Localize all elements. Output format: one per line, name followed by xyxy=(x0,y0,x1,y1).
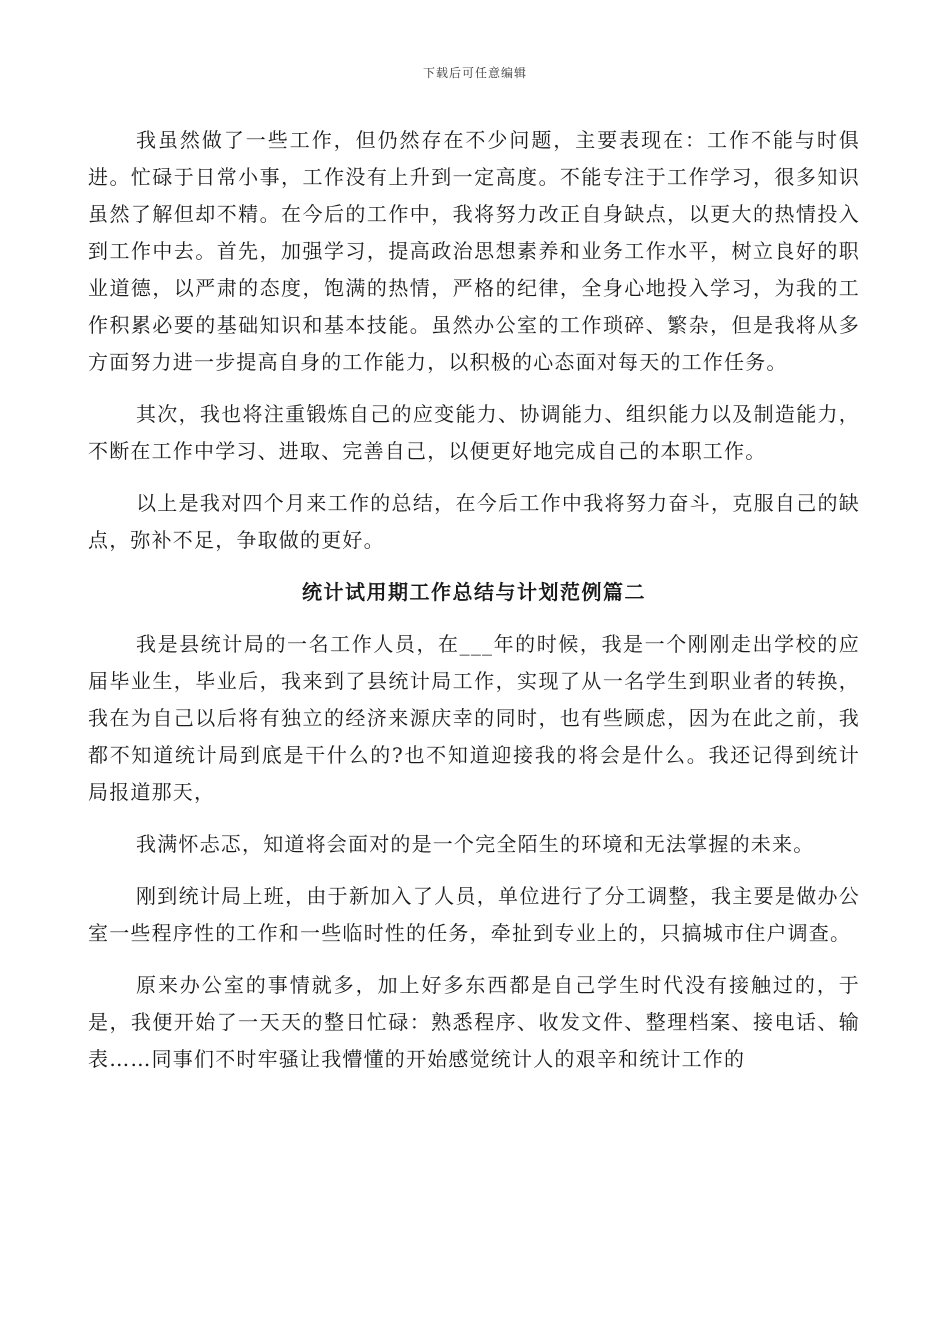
header-note: 下载后可任意编辑 xyxy=(422,66,527,80)
paragraph: 刚到统计局上班，由于新加入了人员，单位进行了分工调整，我主要是做办公室一些程序性的工作和一些临时性的任务，牵扯到专业上的，只搞城市住户调查。 xyxy=(88,884,860,945)
paragraph: 以上是我对四个月来工作的总结，在今后工作中我将努力奋斗，克服自己的缺点，弥补不足，争取做的更好。 xyxy=(88,491,860,552)
paragraph: 原来办公室的事情就多，加上好多东西都是自己学生时代没有接触过的，于是，我便开始了一天天的整日忙碌：熟悉程序、收发文件、整理档案、接电话、输表……同事们不时牢骚让我懵懂的开始感觉统计人的艰辛和统计工作的 xyxy=(88,973,860,1071)
paragraph: 我虽然做了一些工作，但仍然存在不少问题，主要表现在：工作不能与时俱进。忙碌于日常小事，工作没有上升到一定高度。不能专注于工作学习，很多知识虽然了解但却不精。在今后的工作中，我将努力改正自身缺点，以更大的热情投入到工作中去。首先，加强学习，提高政治思想素养和业务工作水平，树立良好的职业道德，以严肃的态度，饱满的热情，严格的纪律，全身心地投入学习，为我的工作积累必要的基础知识和基本技能。虽然办公室的工作琐碎、繁杂，但是我将从多方面努力进一步提高自身的工作能力，以积极的心态面对每天的工作任务。 xyxy=(88,128,860,374)
document-body xyxy=(88,122,860,1078)
paragraph: 我是县统计局的一名工作人员，在___年的时候，我是一个刚刚走出学校的应届毕业生，毕业后，我来到了县统计局工作，实现了从一名学生到职业者的转换，我在为自己以后将有独立的经济来源庆幸的同时，也有些顾虑，因为在此之前，我都不知道统计局到底是干什么的?也不知道迎接我的将会是什么。我还记得到统计局报道那天， xyxy=(88,632,860,804)
section-title: 统计试用期工作总结与计划范例篇二 xyxy=(302,580,646,604)
paragraph: 其次，我也将注重锻炼自己的应变能力、协调能力、组织能力以及制造能力，不断在工作中学习、进取、完善自己，以便更好地完成自己的本职工作。 xyxy=(88,402,860,463)
paragraph: 我满怀忐忑，知道将会面对的是一个完全陌生的环境和无法掌握的未来。 xyxy=(136,832,815,856)
